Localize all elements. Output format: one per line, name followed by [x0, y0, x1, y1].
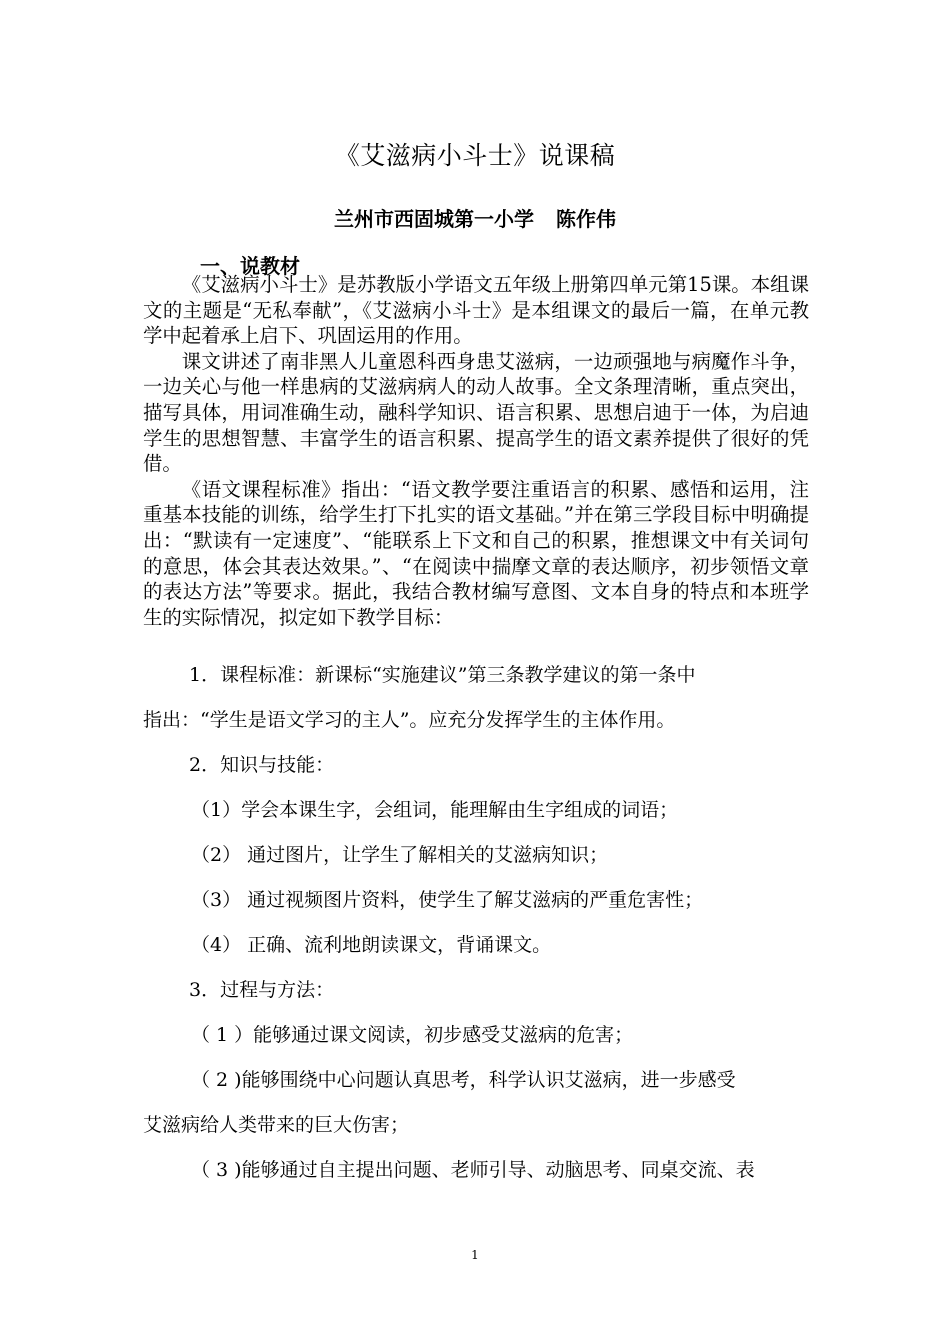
- goal-1-line-1: 1．课程标准：新课标“实施建议”第三条教学建议的第一条中: [189, 664, 696, 686]
- author-name: 陈作伟: [556, 207, 616, 231]
- section-body: [143, 272, 809, 630]
- goal-3-heading: 3．过程与方法：: [189, 979, 335, 1001]
- goal-2-item-4: （4） 正确、流利地朗读课文，背诵课文。: [191, 934, 552, 956]
- paragraph-2: 课文讲述了南非黑人儿童恩科西身患艾滋病，一边顽强地与病魔作斗争，一边关心与他一样患病的艾滋病病人的动人故事。全文条理清晰，重点突出，描写具体，用词准确生动，融科学知识、语言积累、思想启迪于一体，为启迪学生的思想智慧、丰富学生的语言积累、提高学生的语文素养提供了很好的凭借。: [143, 349, 809, 476]
- goal-2-item-2: （2） 通过图片，让学生了解相关的艾滋病知识；: [191, 844, 609, 866]
- document-title: 《艾滋病小斗士》说课稿: [334, 141, 616, 170]
- goal-3-item-3-line-1: （ 3 )能够通过自主提出问题、老师引导、动脑思考、同桌交流、表: [191, 1159, 755, 1181]
- author-line: [0, 203, 950, 232]
- goal-2-heading: 2．知识与技能：: [189, 754, 335, 776]
- page-number: 1: [471, 1248, 479, 1262]
- goal-1-line-2: 指出：“学生是语文学习的主人”。应充分发挥学生的主体作用。: [143, 709, 676, 731]
- goal-3-item-1: （ 1 ）能够通过课文阅读，初步感受艾滋病的危害；: [191, 1024, 634, 1046]
- goal-2-item-1: （1）学会本课生字，会组词，能理解由生字组成的词语；: [191, 799, 679, 821]
- goal-3-item-2-line-2: 艾滋病给人类带来的巨大伤害；: [143, 1114, 410, 1136]
- goal-3-item-2-line-1: （ 2 )能够围绕中心问题认真思考，科学认识艾滋病，进一步感受: [191, 1069, 736, 1091]
- section-heading: 一、说教材: [200, 254, 300, 278]
- goal-2-item-3: （3） 通过视频图片资料，使学生了解艾滋病的严重危害性；: [191, 889, 704, 911]
- paragraph-3: 《语文课程标准》指出：“语文教学要注重语言的积累、感悟和运用，注重基本技能的训练，给学生打下扎实的语文基础。”并在第三学段目标中明确提出：“默读有一定速度”、“能联系上下文和自己的积累，推想课文中有关词句的意思，体会其表达效果。”、“在阅读中揣摩文章的表达顺序，初步领悟文章的表达方法”等要求。据此，我结合教材编写意图、文本自身的特点和本班学生的实际情况，拟定如下教学目标：: [143, 477, 809, 629]
- author-school: 兰州市西固城第一小学: [334, 207, 534, 231]
- paragraph-1: 《艾滋病小斗士》是苏教版小学语文五年级上册第四单元第15课。本组课文的主题是“无私奉献”，《艾滋病小斗士》是本组课文的最后一篇，在单元教学中起着承上启下、巩固运用的作用。: [143, 273, 809, 348]
